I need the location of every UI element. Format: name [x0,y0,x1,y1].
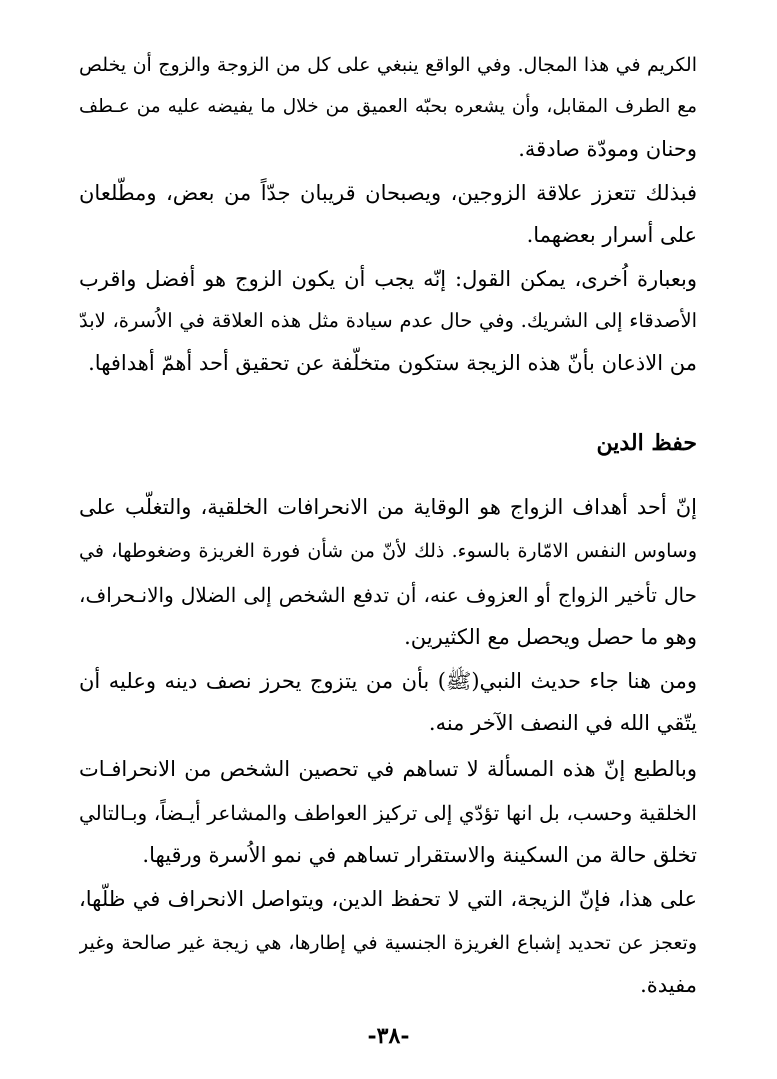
paragraph-7-line-1: على هذا، فإنّ الزيجة، التي لا تحفظ الدين، ويتواصل الانحراف في ظلّها، [79,887,697,911]
paragraph-1-line-1: الكريم في هذا المجال. وفي الواقع ينبغي على كل من الزوجة والزوج أن يخلص [79,54,697,76]
paragraph-3-line-3: من الاذعان بأنّ هذه الزيجة ستكون متخلّفة عن تحقيق أحد أهمّ أهدافها. [88,351,697,375]
paragraph-6-line-3: تخلق حالة من السكينة والاستقرار تساهم في نمو الاُسرة ورقيها. [142,843,697,867]
paragraph-7-line-3: مفيدة. [640,973,697,997]
paragraph-4-line-1: إنّ أحد أهداف الزواج هو الوقاية من الانحرافات الخلقية، والتغلّب على [79,495,697,519]
page-number: -٣٨- [367,1023,410,1049]
paragraph-4-line-3: حال تأخير الزواج أو العزوف عنه، أن تدفع الشخص إلى الضلال والانـحراف، [79,583,697,607]
paragraph-6-line-2: الخلقية وحسب، بل انها تؤدّي إلى تركيز العواطف والمشاعر أيـضاً، وبـالتالي [79,801,697,825]
paragraph-2-line-2: على أسرار بعضهما. [526,223,697,247]
paragraph-1-line-3: وحنان ومودّة صادقة. [518,137,697,161]
paragraph-1-line-2: مع الطرف المقابل، وأن يشعره بحبّه العميق من خلال ما يفيضه عليه من عـطف [79,96,697,117]
paragraph-5-line-1: ومن هنا جاء حديث النبي(ﷺ) بأن من يتزوج يحرز نصف دينه وعليه أن [79,669,697,693]
paragraph-3-line-1: وبعبارة اُخرى، يمكن القول: إنّه يجب أن يكون الزوج هو أفضل واقرب [79,267,697,291]
paragraph-3-line-2: الأصدقاء إلى الشريك. وفي حال عدم سيادة مثل هذه العلاقة في الاُسرة، لابدّ [79,309,697,332]
paragraph-4-line-2: وساوس النفس الامّارة بالسوء. ذلك لأنّ من شأن فورة الغريزة وضغوطها، في [79,540,697,562]
section-heading: حفظ الدين [596,430,697,456]
paragraph-7-line-2: وتعجز عن تحديد إشباع الغريزة الجنسية في إطارها، هي زيجة غير صالحة وغير [79,932,697,954]
paragraph-4-line-4: وهو ما حصل ويحصل مع الكثيرين. [404,625,697,649]
paragraph-5-line-2: يتّقي الله في النصف الآخر منه. [428,711,697,735]
paragraph-6-line-1: وبالطبع إنّ هذه المسألة لا تساهم في تحصين الشخص من الانحرافـات [79,757,697,781]
paragraph-2-line-1: فبذلك تتعزز علاقة الزوجين، ويصبحان قريبان جدّاً من بعض، ومطّلعان [79,181,697,205]
